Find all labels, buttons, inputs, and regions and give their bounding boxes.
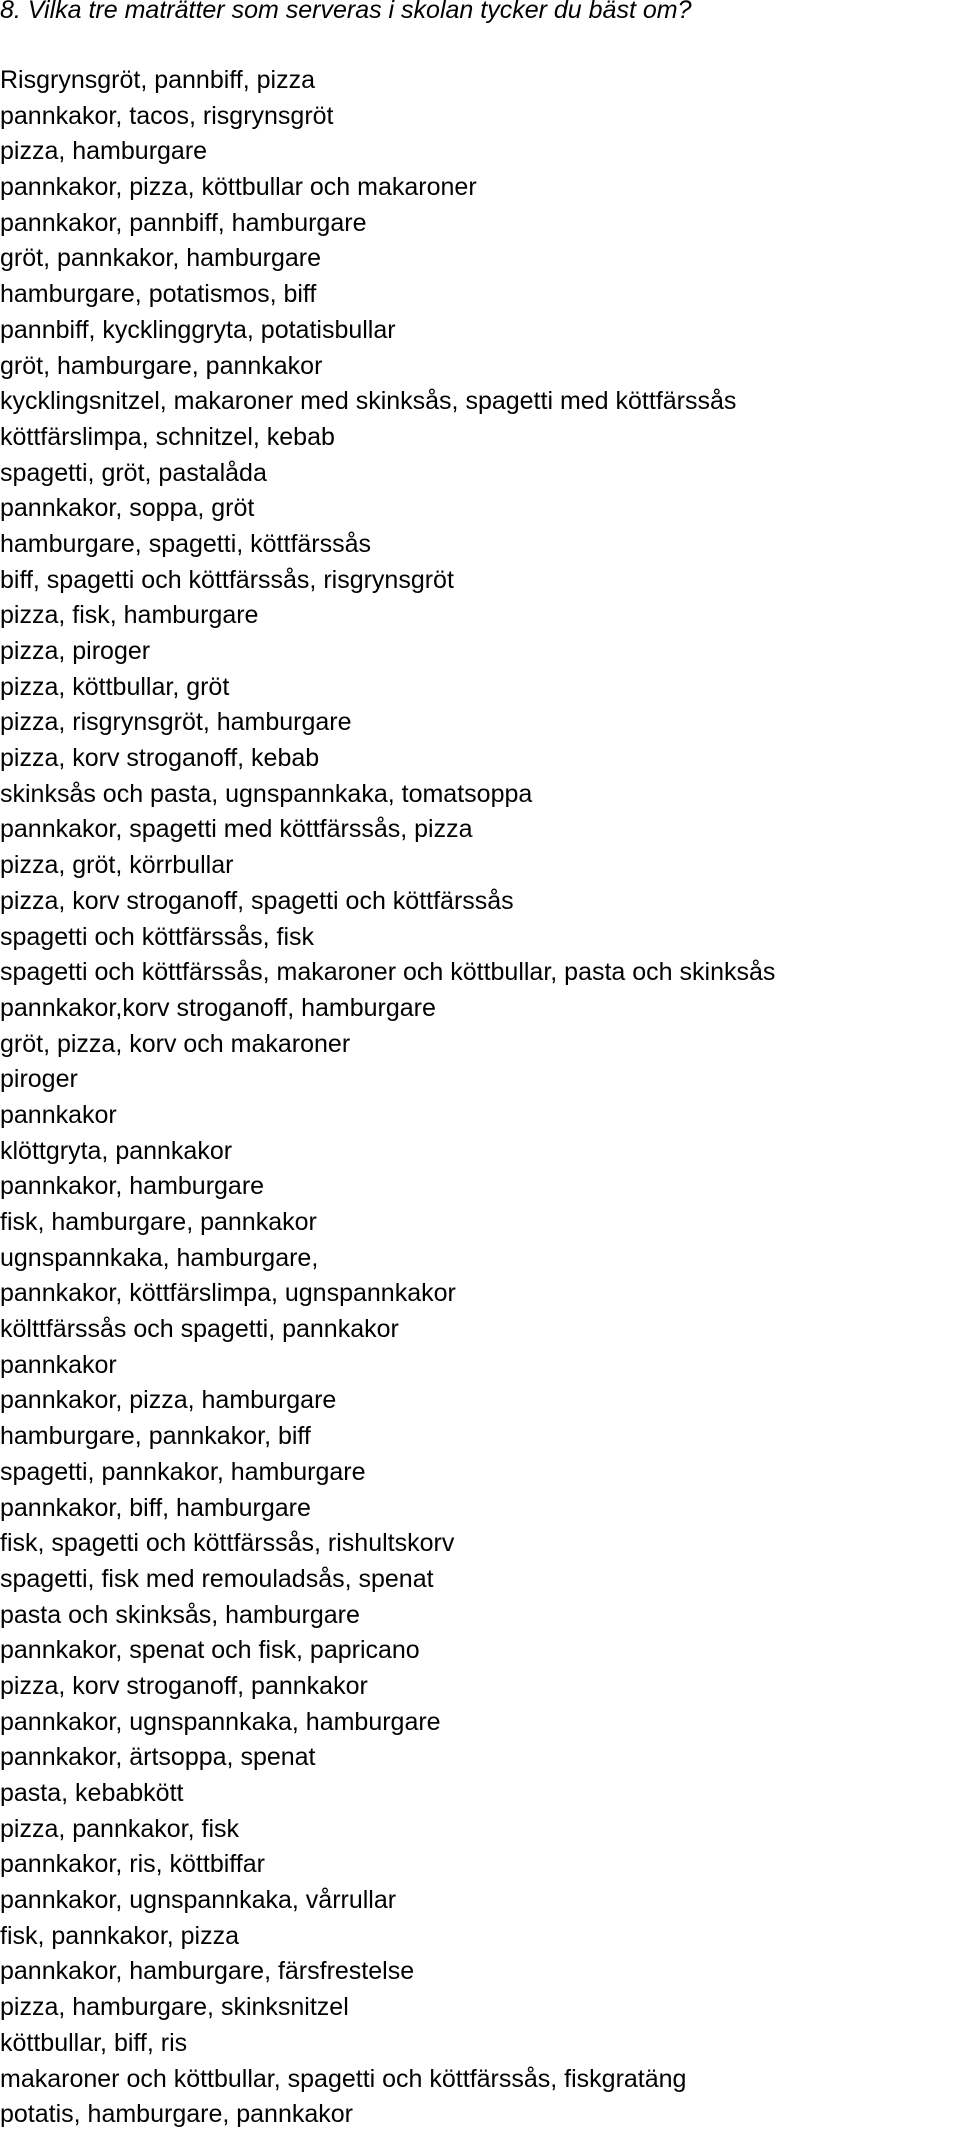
answer-item: fisk, pannkakor, pizza: [0, 1921, 240, 1950]
answer-item: pasta, kebabkött: [0, 1779, 184, 1807]
answer-item: pannkakor: [0, 1100, 117, 1129]
answer-item: pannkakor, soppa, gröt: [0, 494, 255, 523]
answer-item: spagetti, fisk med remouladsås, spenat: [0, 1564, 434, 1593]
answer-item: pizza, korv stroganoff, pannkakor: [0, 1671, 368, 1700]
answer-item: piroger: [0, 1065, 78, 1094]
answer-item: pannkakor, pizza, hamburgare: [0, 1386, 337, 1415]
answer-item: hamburgare, spagetti, köttfärssås: [0, 529, 372, 558]
answer-item: pizza, hamburgare, skinksnitzel: [0, 1993, 349, 2022]
answer-item: potatis, hamburgare, pannkakor: [0, 2100, 353, 2129]
answer-item: pasta och skinksås, hamburgare: [0, 1600, 360, 1629]
answer-item: hamburgare, potatismos, biff: [0, 280, 317, 309]
answer-item: Risgrynsgröt, pannbiff, pizza: [0, 66, 315, 94]
answer-item: hamburgare, pannkakor, biff: [0, 1422, 311, 1451]
answer-item: pannkakor, ärtsoppa, spenat: [0, 1743, 316, 1772]
answer-item: pizza, risgrynsgröt, hamburgare: [0, 708, 352, 737]
answer-item: fisk, hamburgare, pannkakor: [0, 1208, 317, 1236]
answer-item: pannkakor, hamburgare, färsfrestelse: [0, 1957, 415, 1986]
answer-item: biff, spagetti och köttfärssås, risgrynsgröt: [0, 565, 454, 594]
answer-item: gröt, pannkakor, hamburgare: [0, 244, 322, 273]
answer-item: pannkakor, pannbiff, hamburgare: [0, 208, 367, 237]
answer-item: makaroner och köttbullar, spagetti och köttfärssås, fiskgratäng: [0, 2064, 687, 2093]
answer-item: pannkakor, köttfärslimpa, ugnspannkakor: [0, 1279, 456, 1308]
answer-item: pizza, korv stroganoff, spagetti och köttfärssås: [0, 886, 514, 915]
answer-item: pizza, hamburgare: [0, 137, 208, 166]
answer-item: köttfärslimpa, schnitzel, kebab: [0, 422, 335, 451]
answer-item: skinksås och pasta, ugnspannkaka, tomatsoppa: [0, 779, 533, 808]
answer-item: kycklingsnitzel, makaroner med skinksås, spagetti med köttfärssås: [0, 387, 737, 416]
answer-item: pannkakor: [0, 1350, 117, 1379]
answer-item: spagetti och köttfärssås, fisk: [0, 922, 315, 951]
answer-item: pizza, piroger: [0, 637, 151, 665]
answer-item: spagetti och köttfärssås, makaroner och köttbullar, pasta och skinksås: [0, 958, 776, 987]
answer-list: [0, 63, 775, 2133]
answer-item: gröt, hamburgare, pannkakor: [0, 351, 323, 380]
answer-item: pannkakor, pizza, köttbullar och makaroner: [0, 173, 477, 202]
answer-item: pannkakor, biff, hamburgare: [0, 1493, 311, 1522]
answer-item: pannkakor,korv stroganoff, hamburgare: [0, 993, 436, 1022]
answer-item: köttbullar, biff, ris: [0, 2028, 188, 2057]
answer-item: spagetti, gröt, pastalåda: [0, 458, 267, 487]
answer-item: gröt, pizza, korv och makaroner: [0, 1029, 351, 1058]
answer-item: pizza, korv stroganoff, kebab: [0, 744, 320, 773]
answer-item: pannkakor, hamburgare: [0, 1172, 265, 1201]
answer-item: pannkakor, tacos, risgrynsgröt: [0, 101, 334, 130]
answer-item: pannkakor, ugnspannkaka, hamburgare: [0, 1707, 441, 1736]
answer-item: spagetti, pannkakor, hamburgare: [0, 1457, 366, 1486]
answer-item: pannkakor, ris, köttbiffar: [0, 1850, 265, 1879]
answer-item: pannkakor, ugnspannkaka, vårrullar: [0, 1886, 397, 1915]
answer-item: pannkakor, spagetti med köttfärssås, pizza: [0, 815, 473, 844]
question-heading: 8. Vilka tre maträtter som serveras i skolan tycker du bäst om?: [0, 0, 692, 24]
answer-item: fisk, spagetti och köttfärssås, rishultskorv: [0, 1529, 455, 1558]
answer-item: ugnspannkaka, hamburgare,: [0, 1243, 319, 1272]
answer-item: pizza, köttbullar, gröt: [0, 672, 230, 701]
answer-item: pizza, gröt, körrbullar: [0, 851, 234, 880]
answer-item: költtfärssås och spagetti, pannkakor: [0, 1315, 399, 1344]
answer-item: pizza, pannkakor, fisk: [0, 1814, 240, 1843]
answer-item: klöttgryta, pannkakor: [0, 1136, 233, 1165]
answer-item: pannbiff, kycklinggryta, potatisbullar: [0, 315, 396, 344]
answer-item: pannkakor, spenat och fisk, papricano: [0, 1636, 420, 1665]
answer-item: pizza, fisk, hamburgare: [0, 601, 259, 630]
